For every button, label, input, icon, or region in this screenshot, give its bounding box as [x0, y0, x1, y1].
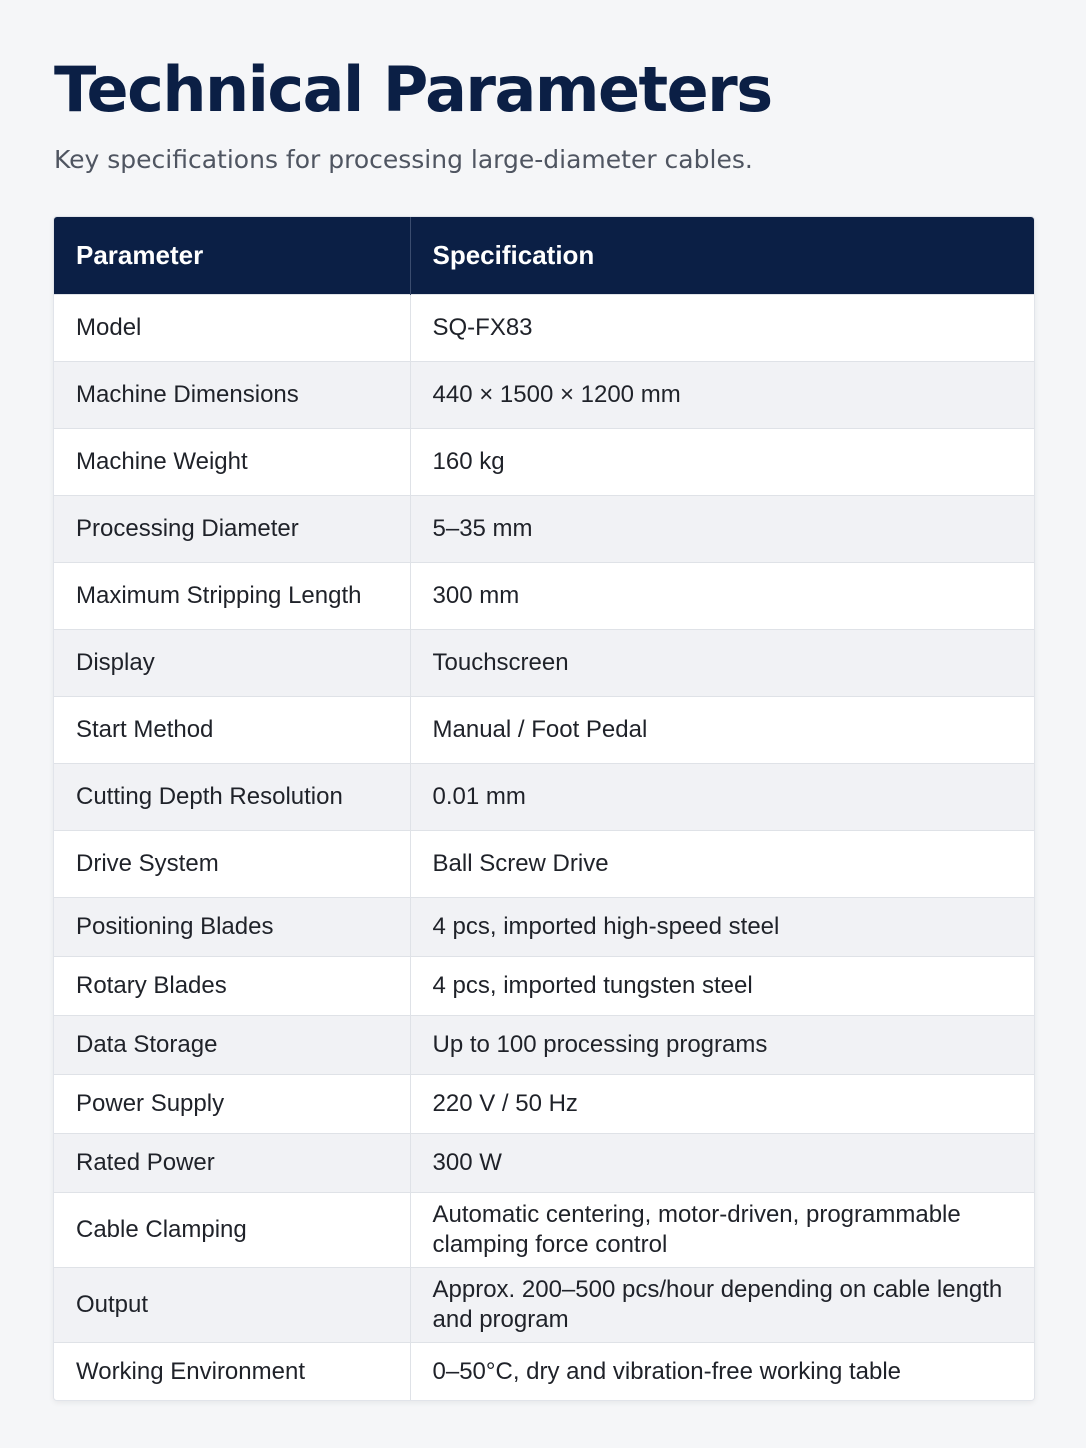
- parameter-cell: Drive System: [54, 831, 410, 898]
- specification-cell: 440 × 1500 × 1200 mm: [410, 362, 1034, 429]
- specification-cell: 160 kg: [410, 429, 1034, 496]
- table-row: [54, 1343, 1034, 1401]
- specification-cell: 0.01 mm: [410, 764, 1034, 831]
- specification-cell: 300 mm: [410, 563, 1034, 630]
- parameter-cell: Machine Weight: [54, 429, 410, 496]
- parameter-cell: Working Environment: [54, 1343, 410, 1401]
- parameter-cell: Cable Clamping: [54, 1193, 410, 1268]
- table-row: [54, 1016, 1034, 1075]
- parameter-cell: Machine Dimensions: [54, 362, 410, 429]
- parameter-cell: Rotary Blades: [54, 957, 410, 1016]
- table-row: [54, 1193, 1034, 1268]
- specification-cell: Up to 100 processing programs: [410, 1016, 1034, 1075]
- specification-cell: SQ-FX83: [410, 295, 1034, 362]
- specification-cell: 300 W: [410, 1134, 1034, 1193]
- specification-cell: 0–50°C, dry and vibration-free working table: [410, 1343, 1034, 1401]
- specification-cell: Touchscreen: [410, 630, 1034, 697]
- table-header: [54, 217, 1034, 295]
- specification-cell: Approx. 200–500 pcs/hour depending on cable length and program: [410, 1268, 1034, 1343]
- parameter-cell: Output: [54, 1268, 410, 1343]
- parameter-cell: Processing Diameter: [54, 496, 410, 563]
- parameter-cell: Model: [54, 295, 410, 362]
- table-row: [54, 563, 1034, 630]
- table-row: [54, 295, 1034, 362]
- header-row: [54, 217, 1034, 295]
- table-row: [54, 831, 1034, 898]
- specification-cell: Ball Screw Drive: [410, 831, 1034, 898]
- table-row: [54, 496, 1034, 563]
- specification-cell: 4 pcs, imported tungsten steel: [410, 957, 1034, 1016]
- specification-cell: 4 pcs, imported high-speed steel: [410, 898, 1034, 957]
- table-row: [54, 764, 1034, 831]
- table-row: [54, 362, 1034, 429]
- specification-cell: Automatic centering, motor-driven, programmable clamping force control: [410, 1193, 1034, 1268]
- column-header-parameter: Parameter: [54, 217, 410, 295]
- page-subtitle: Key specifications for processing large-diameter cables.: [54, 145, 753, 174]
- table-row: [54, 1075, 1034, 1134]
- specification-cell: Manual / Foot Pedal: [410, 697, 1034, 764]
- parameter-cell: Maximum Stripping Length: [54, 563, 410, 630]
- table-row: [54, 697, 1034, 764]
- parameter-cell: Display: [54, 630, 410, 697]
- table-body: [54, 295, 1034, 1401]
- specification-cell: 220 V / 50 Hz: [410, 1075, 1034, 1134]
- table-row: [54, 630, 1034, 697]
- table-row: [54, 898, 1034, 957]
- spec-table-card: [53, 216, 1035, 1401]
- spec-table: [54, 217, 1034, 1400]
- table-row: [54, 1268, 1034, 1343]
- column-header-specification: Specification: [410, 217, 1034, 295]
- parameter-cell: Cutting Depth Resolution: [54, 764, 410, 831]
- parameter-cell: Start Method: [54, 697, 410, 764]
- parameter-cell: Positioning Blades: [54, 898, 410, 957]
- specification-cell: 5–35 mm: [410, 496, 1034, 563]
- parameter-cell: Rated Power: [54, 1134, 410, 1193]
- parameter-cell: Power Supply: [54, 1075, 410, 1134]
- parameter-cell: Data Storage: [54, 1016, 410, 1075]
- page-title: Technical Parameters: [54, 53, 772, 126]
- table-row: [54, 957, 1034, 1016]
- table-row: [54, 1134, 1034, 1193]
- table-row: [54, 429, 1034, 496]
